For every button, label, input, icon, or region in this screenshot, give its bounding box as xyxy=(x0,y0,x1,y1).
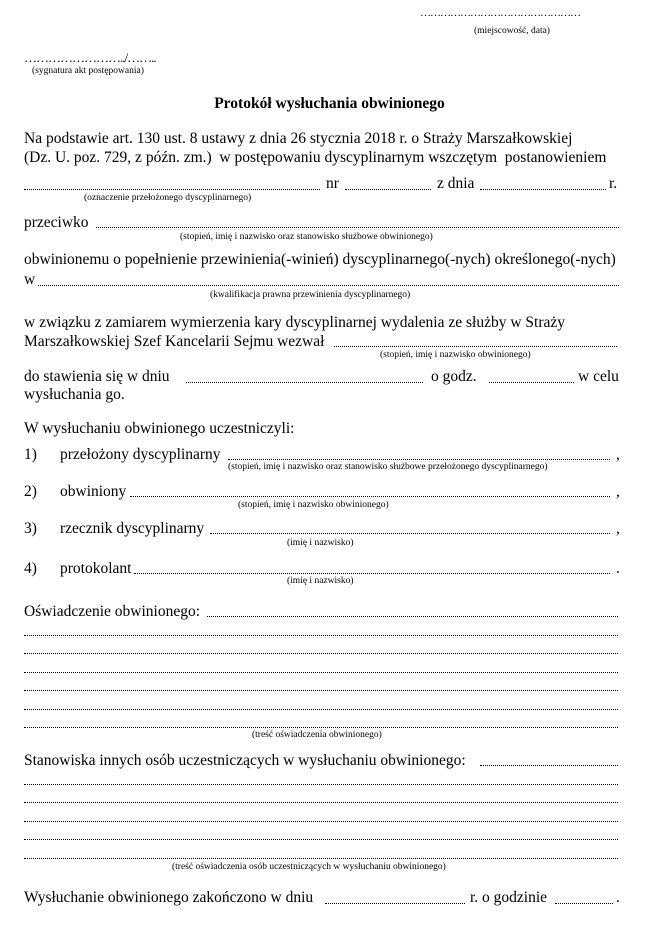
appear-label: do stawienia się w dniu xyxy=(24,368,170,385)
statement-line-7[interactable] xyxy=(24,727,618,728)
participant-4-caption: (imię i nazwisko) xyxy=(287,576,354,586)
statement-line-3[interactable] xyxy=(24,653,618,654)
document-title: Protokół wysłuchania obwinionego xyxy=(214,95,445,112)
offense-w-label: w xyxy=(24,271,36,288)
closing-time-label: r. o godzinie xyxy=(470,889,548,906)
against-caption: (stopień, imię i nazwisko oraz stanowisko służbowe obwinionego) xyxy=(180,232,433,242)
statement-line-5[interactable] xyxy=(24,690,618,691)
intro-line-1-text: Na podstawie art. 130 ust. 8 ustawy z dnia 26 stycznia 2018 r. o Straży Marszałkowskiej xyxy=(24,130,573,147)
closing-label: Wysłuchanie obwinionego zakończono w dniu xyxy=(24,889,314,906)
participant-1-field[interactable] xyxy=(228,459,610,460)
closing-time-field[interactable] xyxy=(555,903,613,904)
purpose-label: w celu xyxy=(578,368,619,385)
participant-2-field[interactable] xyxy=(130,496,610,497)
participant-1-num: 1) xyxy=(24,446,37,463)
case-signature-dots: ……………………../…….. xyxy=(24,50,156,65)
summoned-person-field[interactable] xyxy=(334,346,617,347)
summons-line-2: Marszałkowskiej Szef Kancelarii Sejmu wezwał xyxy=(24,333,325,350)
statement-label: Oświadczenie obwinionego: xyxy=(24,603,201,620)
participant-1-end: , xyxy=(616,446,620,463)
participants-heading: W wysłuchaniu obwinionego uczestniczyli: xyxy=(24,420,295,437)
summons-line-4: wysłuchania go. xyxy=(24,386,125,403)
time-label: o godz. xyxy=(431,368,477,385)
appear-date-field[interactable] xyxy=(186,382,423,383)
statement-line-6[interactable] xyxy=(24,709,618,710)
place-date-caption: (miejscowość, data) xyxy=(474,26,550,36)
others-line-2[interactable] xyxy=(24,784,618,785)
closing-date-field[interactable] xyxy=(325,903,465,904)
participant-4-label: protokolant xyxy=(60,560,132,577)
participant-3-end: , xyxy=(616,520,620,537)
others-line-4[interactable] xyxy=(24,821,618,822)
offense-qualification-field[interactable] xyxy=(38,285,619,286)
participant-1-caption: (stopień, imię i nazwisko oraz stanowisko służbowe przełożonego dyscyplinarnego) xyxy=(228,462,548,472)
others-line-1[interactable] xyxy=(480,765,618,766)
decision-date-field[interactable] xyxy=(480,189,606,190)
participant-3-num: 3) xyxy=(24,520,37,537)
participant-2-end: , xyxy=(616,483,620,500)
others-label: Stanowiska innych osób uczestniczących w wysłuchaniu obwinionego: xyxy=(24,752,466,769)
participant-4-field[interactable] xyxy=(134,573,610,574)
statement-caption: (treść oświadczenia obwinionego) xyxy=(252,730,382,740)
nr-label: nr xyxy=(326,175,339,192)
summons-caption: (stopień, imię i nazwisko obwinionego) xyxy=(380,350,531,360)
participant-4-num: 4) xyxy=(24,560,37,577)
others-caption: (treść oświadczenia osób uczestniczących w wysłuchaniu obwinionego) xyxy=(172,862,446,872)
date-label: z dnia xyxy=(437,175,475,192)
superior-field[interactable] xyxy=(24,189,320,190)
participant-2-num: 2) xyxy=(24,483,37,500)
intro-line-1 xyxy=(24,131,620,147)
summons-line-1: w związku z zamiarem wymierzenia kary dyscyplinarnej wydalenia ze służby w Straży xyxy=(24,314,565,331)
offense-caption: (kwalifikacja prawna przewinienia dyscyplinarnego) xyxy=(210,290,411,300)
closing-end: . xyxy=(616,889,620,906)
others-line-5[interactable] xyxy=(24,839,618,840)
participant-3-caption: (imię i nazwisko) xyxy=(287,538,354,548)
case-signature-caption: (sygnatura akt postępowania) xyxy=(32,66,144,76)
participant-3-field[interactable] xyxy=(210,533,610,534)
participant-3-label: rzecznik dyscyplinarny xyxy=(60,520,205,537)
offense-line: obwinionemu o popełnienie przewinienia(-winień) dyscyplinarnego(-nych) określonego(-nych) xyxy=(24,251,616,268)
year-suffix: r. xyxy=(609,175,618,192)
statement-line-4[interactable] xyxy=(24,672,618,673)
intro-line-2: (Dz. U. poz. 729, z późn. zm.) w postępowaniu dyscyplinarnym wszczętym postanowieniem xyxy=(24,149,607,166)
superior-caption: (oznaczenie przełożonego dyscyplinarnego) xyxy=(84,193,252,203)
accused-field[interactable] xyxy=(96,227,619,228)
against-label: przeciwko xyxy=(24,214,89,231)
participant-2-label: obwiniony xyxy=(60,483,127,500)
nr-field[interactable] xyxy=(345,189,431,190)
statement-line-2[interactable] xyxy=(24,635,618,636)
participant-4-end: . xyxy=(616,560,620,577)
participant-1-label: przełożony dyscyplinarny xyxy=(60,446,221,463)
appear-time-field[interactable] xyxy=(489,382,574,383)
place-date-dots: ………………………………………… xyxy=(420,7,580,19)
statement-line-1[interactable] xyxy=(207,616,618,617)
participant-2-caption: (stopień, imię i nazwisko obwinionego) xyxy=(238,500,389,510)
others-line-6[interactable] xyxy=(24,858,618,859)
others-line-3[interactable] xyxy=(24,802,618,803)
